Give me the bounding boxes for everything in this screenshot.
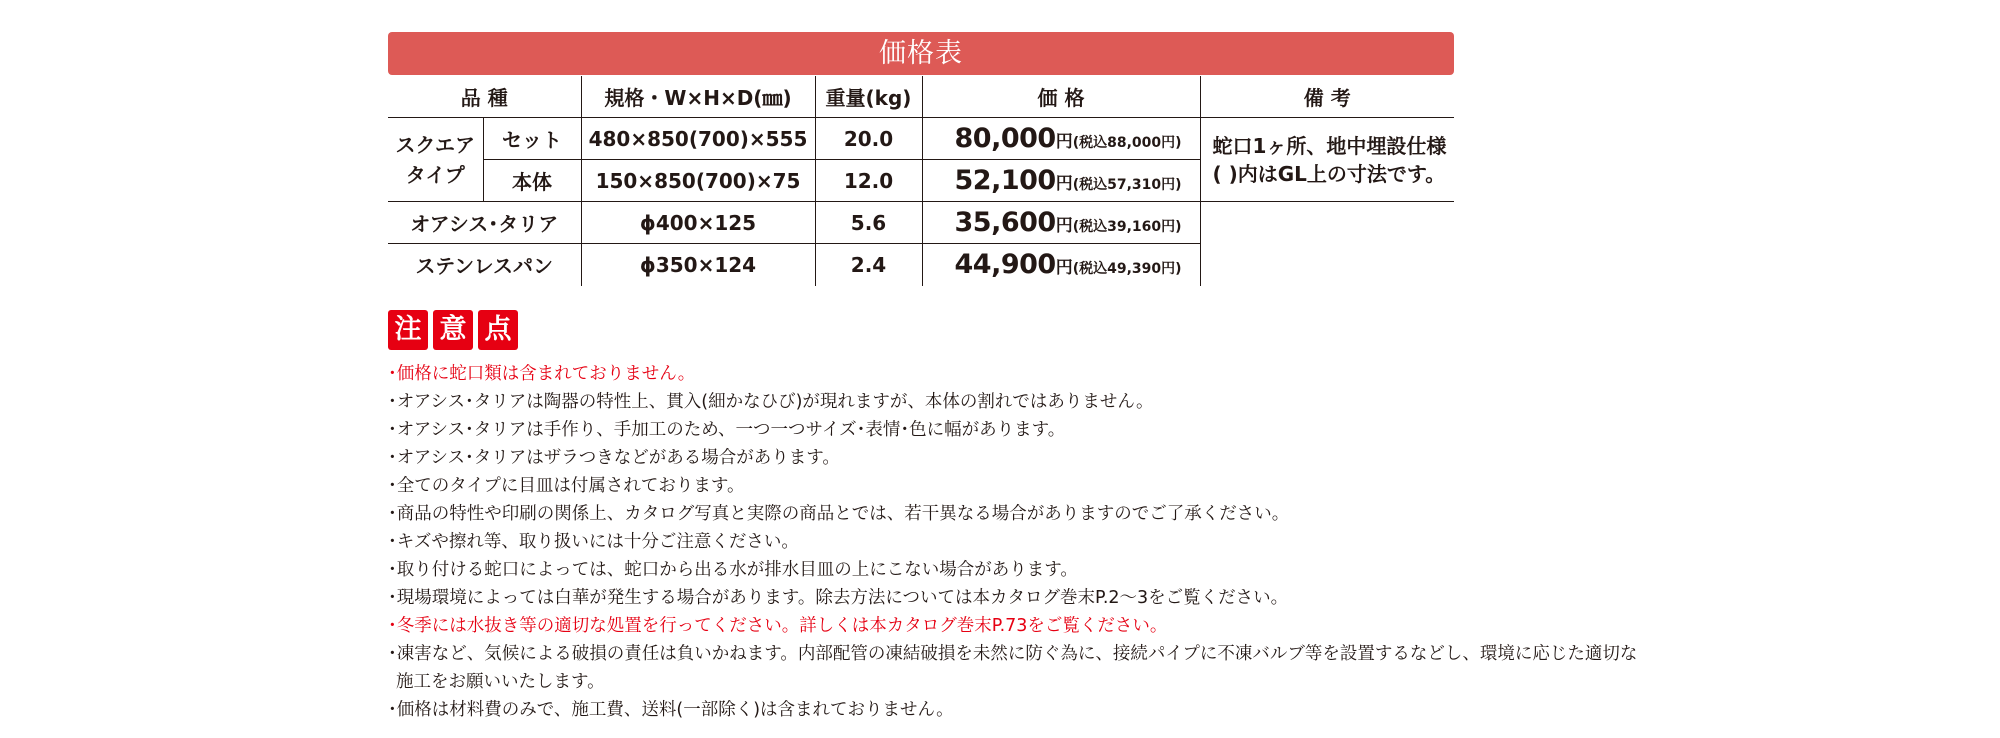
caution-char-2: 意: [433, 310, 473, 350]
remarks-empty: [1200, 202, 1454, 286]
price-table-title: 価格表: [388, 32, 1454, 75]
stainless-price-value: 44,900: [954, 249, 1056, 281]
oasis-weight: 5.6: [815, 202, 922, 244]
set-label: セット: [483, 118, 581, 160]
stainless-price-yen: 円: [1055, 258, 1073, 279]
remarks-cell: 蛇口1ヶ所、地中埋設仕様 ( )内はGL上の寸法です。: [1200, 118, 1454, 202]
note-item: ･オアシス･タリアはザラつきなどがある場合があります。: [388, 448, 840, 468]
caution-heading: [388, 310, 518, 350]
caution-char-1: 注: [388, 310, 428, 350]
body-price-yen: 円: [1055, 174, 1073, 194]
oasis-label: オアシス･タリア: [388, 202, 581, 244]
body-label: 本体: [483, 160, 581, 202]
oasis-price: [922, 202, 1200, 244]
oasis-price-value: 35,600: [954, 207, 1056, 238]
note-item: ･凍害など、気候による破損の責任は負いかねます。内部配管の凍結破損を未然に防ぐ為に、接続パイプに不凍バルブ等を設置するなどし、環境に応じた適切な施工をお願いいたします。: [388, 644, 1638, 692]
body-price-value: 52,100: [954, 165, 1056, 196]
stainless-label: ステンレスパン: [415, 254, 553, 279]
header-price: 価 格: [922, 76, 1200, 118]
note-item: ･キズや擦れ等、取り扱いには十分ご注意ください。: [388, 532, 799, 552]
stainless-spec: ϕ350×124: [581, 244, 815, 286]
caution-notes-list: [388, 360, 1648, 724]
header-row: [388, 76, 1454, 118]
oasis-spec: ϕ400×125: [581, 202, 815, 244]
note-item: ･価格は材料費のみで、施工費、送料(一部除く)は含まれておりません。: [388, 700, 954, 720]
note-item: ･商品の特性や印刷の関係上、カタログ写真と実際の商品とでは、若干異なる場合がありますのでご了承ください。: [388, 504, 1290, 524]
oasis-price-yen: 円: [1055, 216, 1073, 236]
header-remarks: 備 考: [1200, 76, 1454, 118]
header-product: 品 種: [388, 76, 581, 118]
note-item: ･全てのタイプに目皿は付属されております。: [388, 476, 745, 496]
set-weight: 20.0: [815, 118, 922, 160]
set-price: [922, 118, 1200, 160]
header-weight: 重量(kg): [815, 76, 922, 118]
body-weight: 12.0: [815, 160, 922, 202]
square-type-label: スクエア タイプ: [388, 118, 483, 202]
note-item: ･冬季には水抜き等の適切な処置を行ってください。詳しくは本カタログ巻末P.73をご覧ください。: [388, 616, 1168, 636]
note-item: ･価格に蛇口類は含まれておりません。: [388, 364, 696, 384]
caution-char-3: 点: [478, 310, 518, 350]
set-price-yen: 円: [1055, 132, 1073, 152]
set-spec: 480×850(700)×555: [581, 118, 815, 160]
note-item: ･オアシス･タリアは陶器の特性上、貫入(細かなひび)が現れますが、本体の割れではありません。: [388, 392, 1154, 412]
set-price-tax: (税込88,000円): [1072, 135, 1182, 151]
body-price-tax: (税込57,310円): [1072, 177, 1182, 193]
stainless-weight: 2.4: [815, 244, 922, 286]
note-item: ･オアシス･タリアは手作り、手加工のため、一つ一つサイズ･表情･色に幅があります。: [388, 420, 1066, 440]
table-row-oasis: [388, 202, 1454, 244]
stainless-price: [922, 244, 1200, 286]
body-price: [922, 160, 1200, 202]
oasis-price-tax: (税込39,160円): [1072, 219, 1182, 235]
note-item: ･現場環境によっては白華が発生する場合があります。除去方法については本カタログ巻末P.2～3をご覧ください。: [388, 588, 1289, 608]
stainless-price-tax: (税込49,390円): [1072, 261, 1182, 278]
header-spec: 規格・W×H×D(㎜): [581, 76, 815, 118]
table-row-set: [388, 118, 1454, 160]
body-spec: 150×850(700)×75: [581, 160, 815, 202]
set-price-value: 80,000: [954, 123, 1056, 154]
note-item: ･取り付ける蛇口によっては、蛇口から出る水が排水目皿の上にこない場合があります。: [388, 560, 1078, 580]
price-table: [388, 76, 1454, 286]
